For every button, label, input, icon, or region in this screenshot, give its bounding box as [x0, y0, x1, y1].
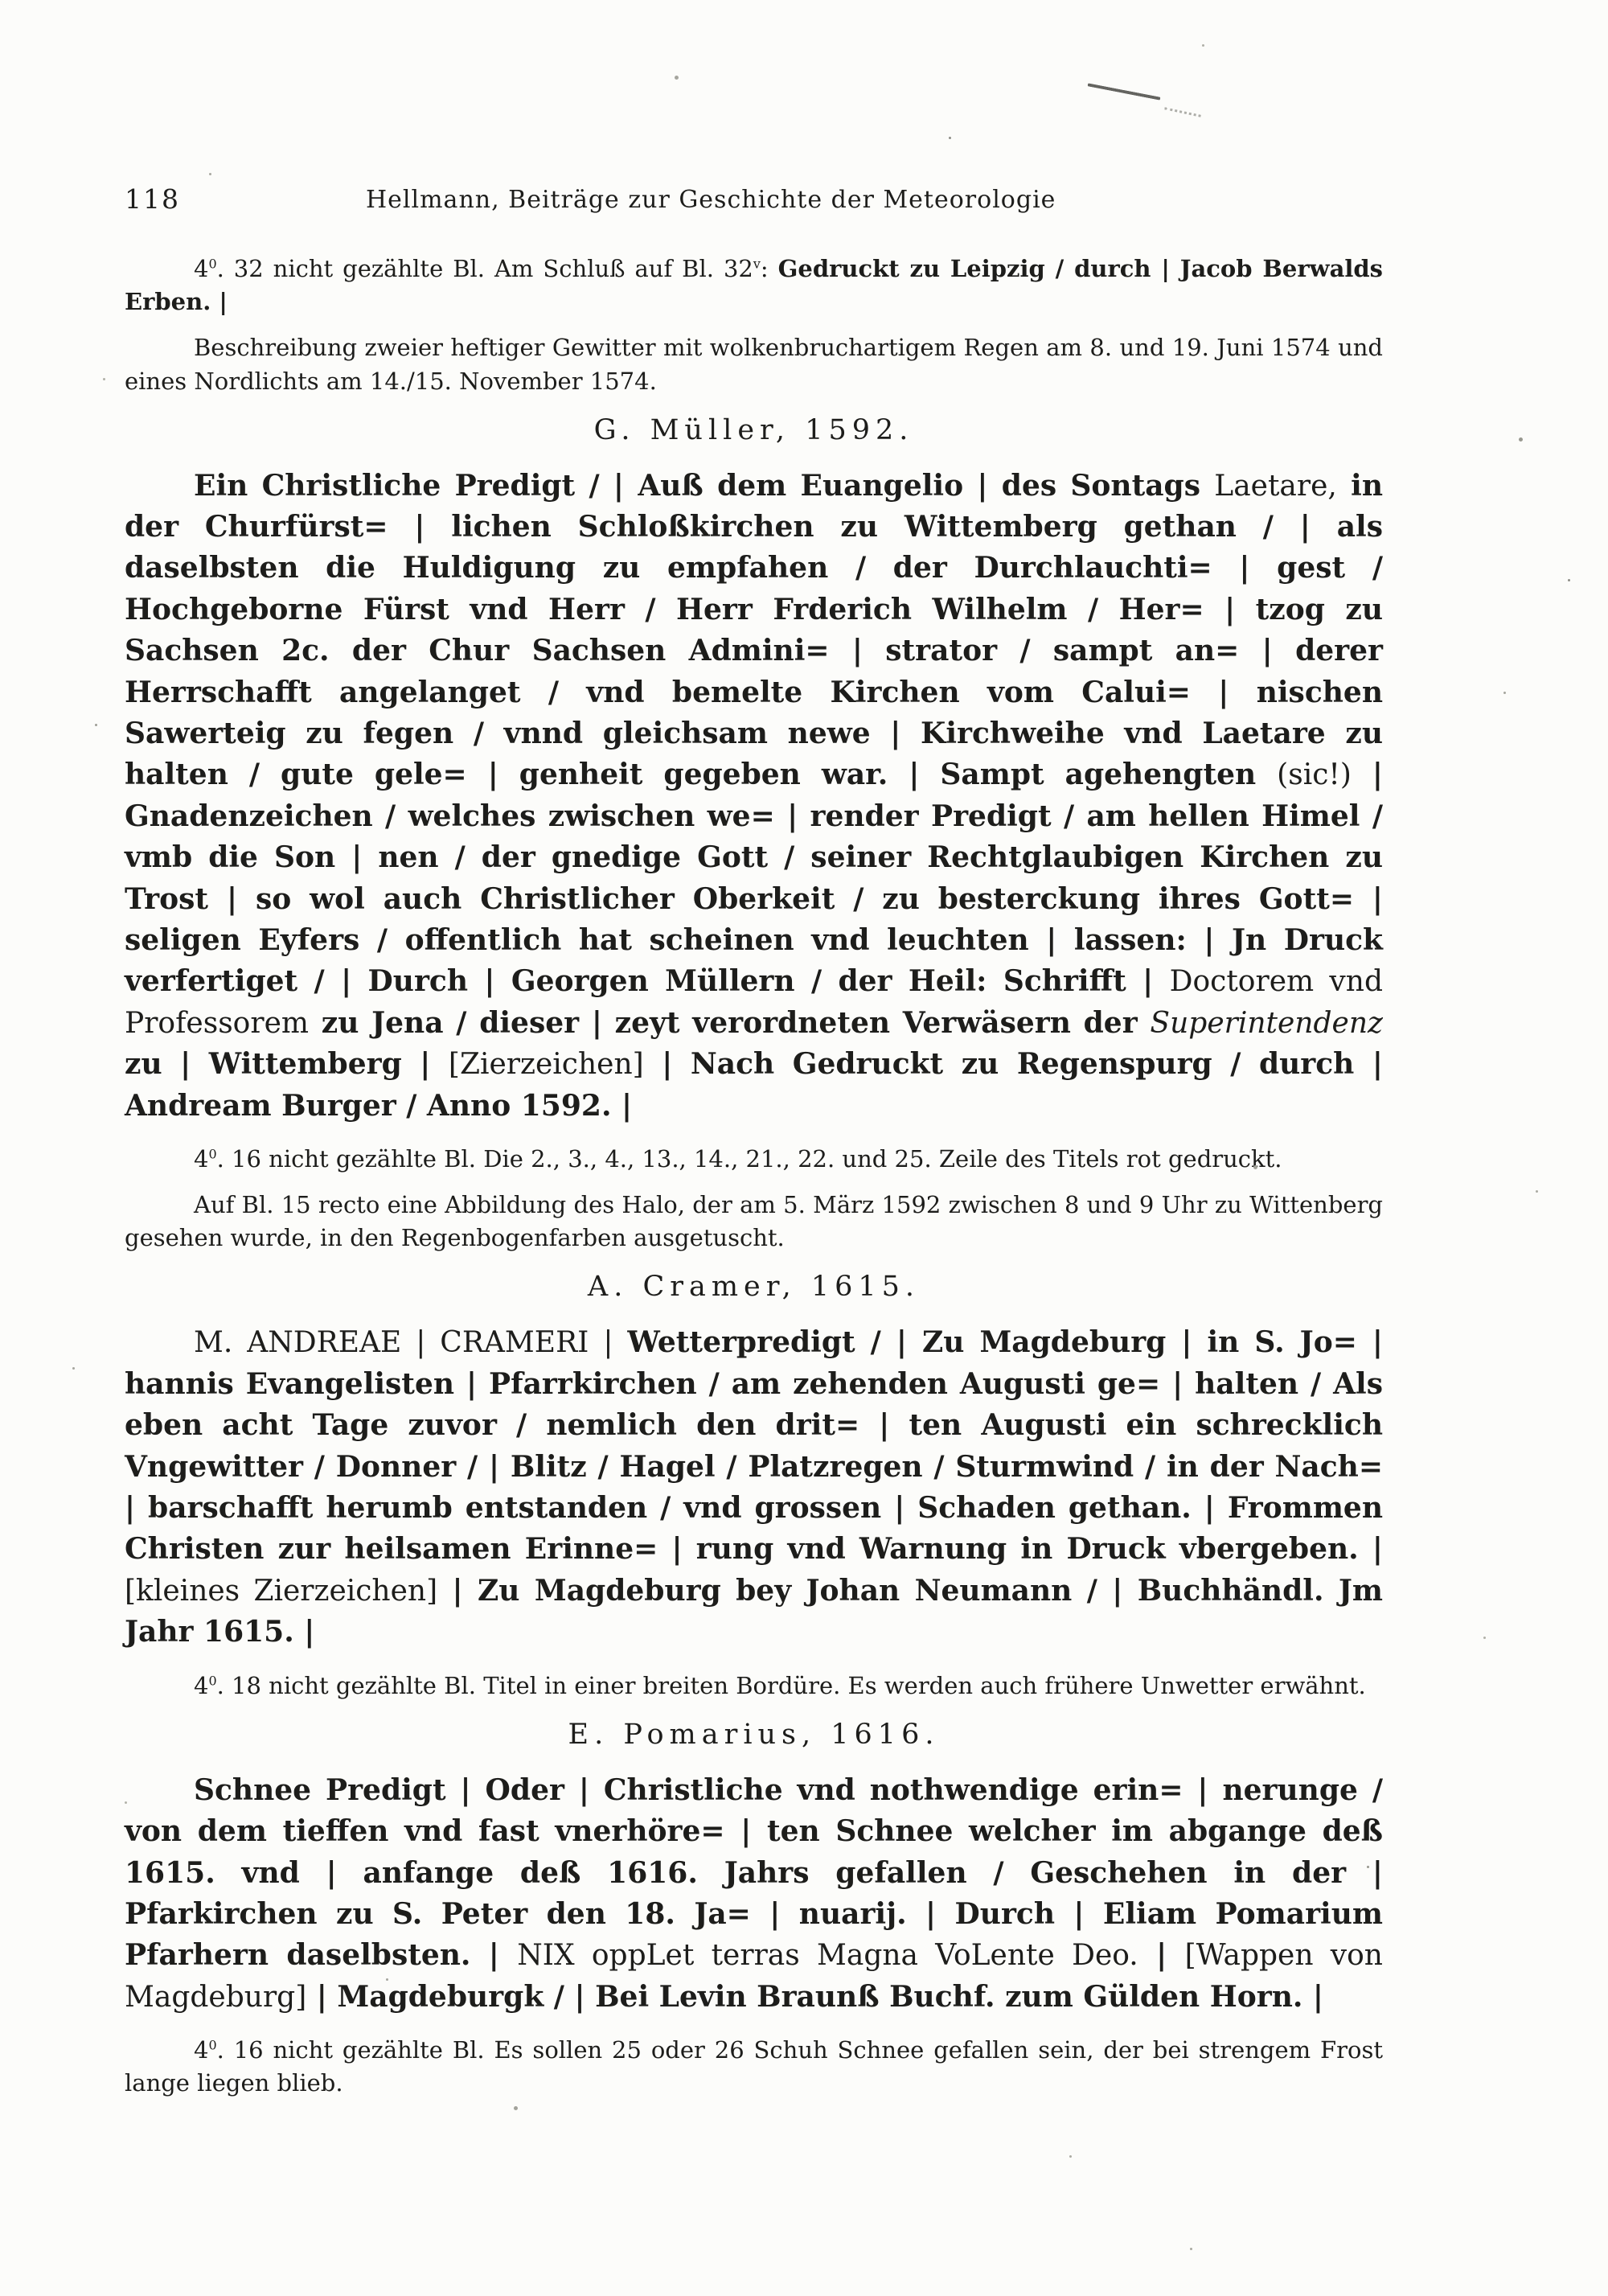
text-segment: Wetterpredigt / | Zu Magdeburg | in S. Jo= | hannis Evangelisten | Pfarrkirchen / am zehenden Augusti ge= | halten / Als eben acht Tage zuvor / nemlich den drit= | ten Augusti ein schrecklich Vngewitter / Donner / | Blitz / Hagel / Platzregen / Sturmwind / in der Nach= | barschafft herumb entstanden / vnd grossen | Schaden gethan. | Frommen Christen zur heilsamen Erinne= | rung vnd Warnung in Druck vbergeben. |	[125, 1325, 1383, 1567]
text-segment: | Nach Gedruckt zu Regenspurg / durch | Andream Burger / Anno 1592. |	[125, 1047, 1383, 1123]
text-segment: . 16 nicht gezählte Bl. Es sollen 25 oder 26 Schuh Schnee gefallen sein, der bei strengem Frost lange liegen blieb.	[125, 2036, 1383, 2097]
text-segment: in der Churfürst= | lichen Schloßkirchen zu Wittemberg gethan / | als daselbsten die Huldigung zu empfahen / der Durchlauchti= | gest / Hochgeborne Fürst vnd Herr / Herr Frderich Wilhelm / Her= | tzog zu Sachsen 2c. der Chur Sachsen Admini= | strator / sampt an= | derer Herrschafft angelanget / vnd bemelte Kirchen vom Calui= | nischen Sawerteig zu fegen / vnnd gleichsam newe | Kirchweihe vnd Laetare zu halten / gute gele= | genheit gegeben war. | Sampt agehengten	[125, 468, 1383, 792]
text-segment: Ein Christliche Predigt / | Auß dem Euangelio | des Sontags	[194, 468, 1215, 503]
running-head	[125, 183, 1383, 220]
text-segment: 4	[194, 1144, 209, 1173]
text-segment: Auf Bl. 15 recto eine Abbildung des Halo, der am 5. März 1592 zwischen 8 und 9 Uhr zu Wittenberg gesehen wurde, in den Regenbogenfarben ausgetuscht.	[125, 1191, 1383, 1252]
text-segment: Laetare,	[1214, 469, 1337, 503]
scan-speckles	[949, 137, 951, 139]
collation-note-pomarius	[125, 2034, 1383, 2100]
text-segment: Gedruckt zu Leipzig / durch | Jacob Berwalds Erben. |	[125, 255, 1383, 316]
text-segment: [kleines Zierzeichen]	[125, 1574, 438, 1608]
text-segment: | Gnadenzeichen / welches zwischen we= | render Predigt / am hellen Himel / vmb die Son | nen / der gnedige Gott / seiner Rechtglaubigen Kirchen zu Trost | so wol auch Christlicher Oberkeit / zu besterckung ihres Gott= | seligen Eyfers / offentlich hat scheinen vnd leuchten | lassen: | Jn Druck verfertiget / | Durch | Georgen Müllern / der Heil: Schrifft |	[125, 758, 1383, 999]
text-segment: . 18 nicht gezählte Bl. Titel in einer breiten Bordüre. Es werden auch frühere Unwetter erwähnt.	[216, 1671, 1366, 1699]
text-segment: [Wappen von Magdeburg]	[125, 1939, 1383, 2014]
text-segment: zu Jena / dieser | zeyt verordneten Verwäsern der	[309, 1005, 1151, 1040]
halo-illustration-note	[125, 1189, 1383, 1255]
text-segment: . 32 nicht gezählte Bl. Am Schluß auf Bl. 32	[216, 255, 753, 282]
text-segment: Beschreibung zweier heftiger Gewitter mit wolkenbruchartigem Regen am 8. und 19. Juni 1574 und eines Nordlichts am 14./15. November 1574.	[125, 334, 1383, 395]
text-segment: 4	[194, 2036, 209, 2064]
text-segment: (sic!)	[1277, 758, 1352, 792]
title-transcription-mueller	[125, 466, 1383, 1127]
scan-artifact-dash	[1087, 83, 1160, 100]
text-segment: Schnee Predigt | Oder | Christliche vnd nothwendige erin= | nerunge / von dem tieffen vnd fast vnerhöre= | ten Schnee welcher im abgange deß 1615. vnd | anfange deß 1616. Jahrs gefallen / Geschehen in der | Pfarkirchen zu S. Peter den 18. Ja= | nuarij. | Durch | Eliam Pomarium Pfarhern daselbsten. |	[125, 1772, 1383, 1973]
title-transcription-pomarius	[125, 1770, 1383, 2018]
collation-note-mueller	[125, 1143, 1383, 1176]
text-segment: :	[760, 255, 778, 282]
superscript: v	[753, 256, 761, 272]
superscript: 0	[208, 1146, 217, 1162]
text-segment: M. ANDREAE | CRAMERI |	[194, 1326, 628, 1360]
text-segment: zu | Wittemberg |	[125, 1047, 449, 1082]
text-segment: 4	[194, 255, 209, 282]
collation-note-1574	[125, 253, 1383, 318]
superscript: 0	[208, 256, 217, 272]
text-segment: | Zu Magdeburg bey Johan Neumann / | Buchhändl. Jm Jahr 1615. |	[125, 1573, 1383, 1649]
superscript: 0	[208, 1672, 217, 1688]
section-heading-pomarius: E. Pomarius, 1616.	[568, 1718, 940, 1751]
scan-artifact-dash-fade	[1164, 107, 1201, 117]
page-number: 118	[125, 183, 180, 215]
section-heading-cramer: A. Cramer, 1615.	[587, 1271, 921, 1304]
text-segment: . 16 nicht gezählte Bl. Die 2., 3., 4., 13., 14., 21., 22. und 25. Zeile des Titels rot gedruckt.	[216, 1144, 1282, 1173]
text-segment: |	[1138, 1938, 1185, 1973]
text-segment: [Zierzeichen]	[448, 1048, 644, 1082]
collation-note-cramer	[125, 1670, 1383, 1702]
section-heading-mueller: G. Müller, 1592.	[593, 413, 914, 446]
text-segment: Superintendenz	[1150, 1006, 1383, 1040]
description-1574	[125, 331, 1383, 397]
text-segment: 4	[194, 1671, 209, 1699]
text-segment: Doctorem vnd Professorem	[125, 965, 1383, 1040]
superscript: 0	[208, 2037, 217, 2053]
text-segment: NIX oppLet terras Magna VoLente Deo.	[517, 1939, 1138, 1973]
text-segment: | Magdeburgk / | Bei Levin Braunß Buchf. zum Gülden Horn. |	[306, 1979, 1324, 2014]
running-title: Hellmann, Beiträge zur Geschichte der Meteorologie	[366, 186, 1056, 214]
title-transcription-cramer	[125, 1322, 1383, 1653]
